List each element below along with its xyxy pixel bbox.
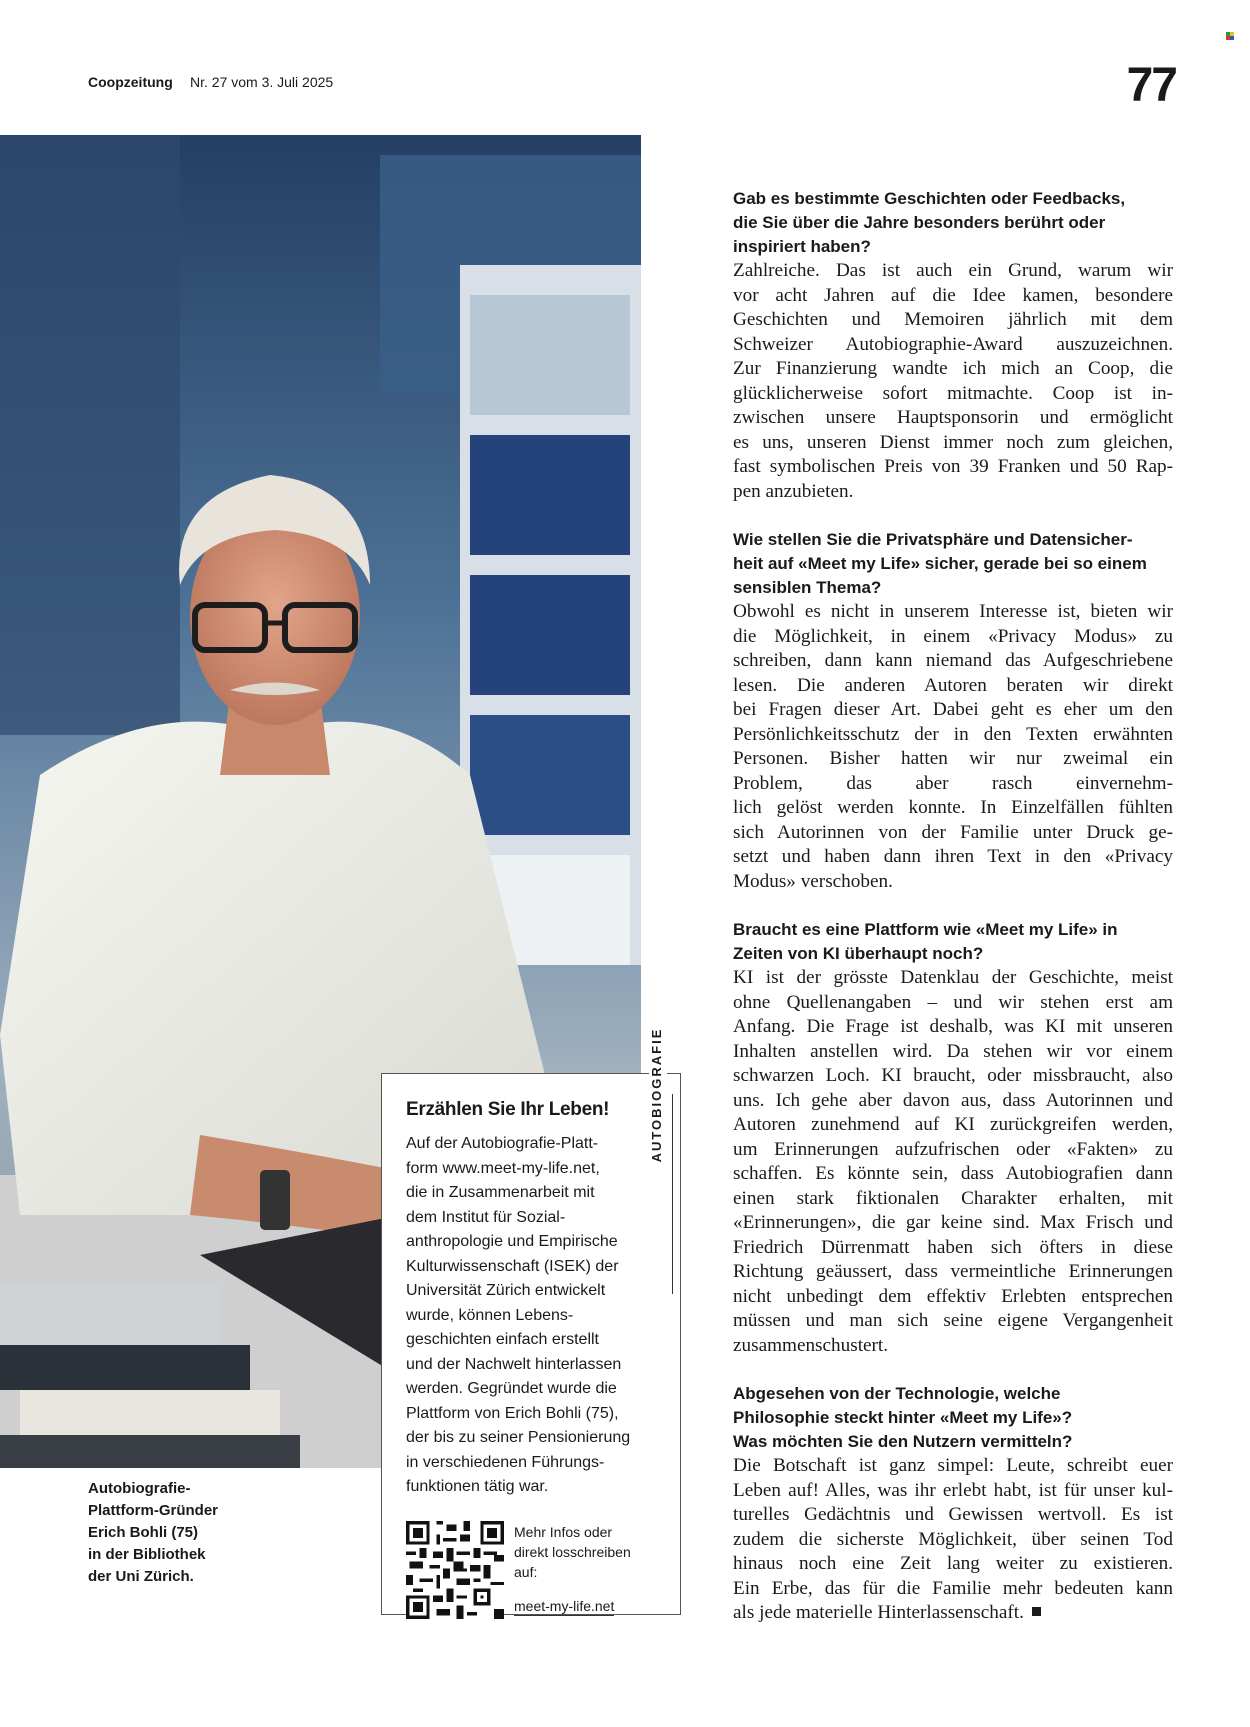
answer-line: nicht unbedingt dem effektiv Erlebten entsprechen [733,1285,1173,1307]
question-line: Wie stellen Sie die Privatsphäre und Datensicher- [733,530,1133,549]
answer-line: turelles Gedächtnis und Gewissen wertvoll. Es ist [733,1504,1173,1525]
qr-line: Mehr Infos oder [514,1524,613,1540]
answer-line: Die Botschaft ist ganz simpel: Leute, schreibt euer [733,1455,1173,1476]
qr-code-icon[interactable] [406,1521,504,1619]
answer-line-last [733,1601,1173,1626]
question-line: Was möchten Sie den Nutzern vermitteln? [733,1432,1073,1451]
question-line: Gab es bestimmte Geschichten oder Feedbacks, [733,189,1126,208]
answer-line: KI ist der grösste Datenklau der Geschichte, meist [733,967,1173,988]
info-box-title: Erzählen Sie Ihr Leben! [406,1099,610,1120]
info-line: Kulturwissenschaft (ISEK) der [406,1257,619,1275]
qr-line: auf: [514,1564,538,1580]
answer-line: Modus» verschoben. [733,870,893,892]
info-line: geschichten einfach erstellt [406,1331,599,1348]
answer-line: Zahlreiche. Das ist auch ein Grund, warum wir [733,260,1173,281]
question [733,187,1173,259]
answer-line: die Möglichkeit, in einem «Privacy Modus» zu [733,625,1173,647]
issue-info: Nr. 27 vom 3. Juli 2025 [190,74,334,90]
question [733,918,1173,966]
vertical-divider [672,1094,673,1294]
qa-section [733,1382,1173,1626]
answer-line: glücklicherweise sofort mitmachte. Coop ist in- [733,382,1173,404]
question [733,528,1173,600]
answer-line: als jede materielle Hinterlassenschaft. [733,1602,1024,1623]
answer-line: ohne Quellenangaben – und wir stehen erst am [733,991,1173,1013]
answer-line: Friedrich Dürrenmatt haben sich öfters in diese [733,1236,1173,1258]
article-column [733,187,1173,1650]
answer-line: schaffen. Es könnte sein, dass Autobiografien dann [733,1163,1173,1184]
answer-line: Ein Erbe, das für die Familie mehr bedeuten kann [733,1577,1173,1599]
answer-line: fast symbolischen Preis von 39 Franken und 50 Rap- [733,456,1173,477]
answer-line: zudem die sicherste Möglichkeit, über seinen Tod [733,1528,1173,1550]
answer-line: Schweizer Autobiographie-Award auszuzeichnen. [733,333,1173,355]
answer-line: schreiben, dann kann niemand das Aufgeschriebene [733,650,1173,671]
answer [733,259,1173,504]
caption-line: Plattform-Gründer [88,1502,219,1519]
answer-line: lesen. Die anderen Autoren beraten wir direkt [733,674,1173,696]
caption-line: Erich Bohli (75) [88,1524,199,1541]
answer-line: «Erinnerungen», die gar keine sind. Max Frisch und [733,1212,1173,1233]
question-line: Philosophie steckt hinter «Meet my Life»? [733,1408,1073,1427]
section-label-vertical: AUTOBIOGRAFIE [649,1015,667,1175]
info-line: Auf der Autobiografie-Platt- [406,1135,599,1152]
answer-line: Inhalten anstellen wird. Da stehen wir vor einem [733,1040,1173,1062]
info-line: der bis zu seiner Pensionierung [406,1429,631,1446]
answer-line: bei Fragen dieser Art. Dabei geht es eher um den [733,699,1173,720]
info-line: funktionen tätig war. [406,1478,549,1495]
caption-line: Autobiografie- [88,1480,191,1497]
answer-line: sich Autorinnen von der Familie unter Druck ge- [733,821,1173,843]
caption-line: in der Bibliothek [88,1546,206,1563]
answer-line: Richtung geäussert, dass vermeintliche Erinnerungen [733,1261,1173,1282]
website-link[interactable]: meet-my-life.net [514,1598,615,1614]
info-line: werden. Gegründet wurde die [406,1380,617,1397]
answer-line: es uns, unseren Dienst immer noch zum gleichen, [733,431,1173,453]
qa-section [733,187,1173,504]
info-line: und der Nachwelt hinterlassen [406,1355,622,1373]
answer-line: zwischen unsere Hauptsponsorin und ermöglicht [733,407,1173,428]
answer-line: Problem, das aber rasch einvernehm- [733,772,1173,794]
info-box [381,1027,681,1615]
qa-section [733,918,1173,1358]
answer [733,966,1173,1358]
info-line: form www.meet-my-life.net, [406,1159,600,1177]
answer-line: vor acht Jahren auf die Idee kamen, besondere [733,284,1173,306]
info-line: dem Institut für Sozial- [406,1208,566,1226]
answer-line: Anfang. Die Frage ist deshalb, was KI mit unseren [733,1016,1173,1037]
photo-caption [88,1478,218,1588]
qr-line: direkt losschreiben [514,1544,631,1560]
question-line: Braucht es eine Plattform wie «Meet my Life» in [733,920,1118,939]
answer-line: hinaus noch eine Zeit lang weiter zu existieren. [733,1553,1173,1574]
answer [733,600,1173,894]
answer-line: einen stark fiktionalen Charakter erhalten, mit [733,1187,1173,1209]
question-line: heit auf «Meet my Life» sicher, gerade bei so einem [733,554,1147,573]
answer-line: Geschichten und Memoiren jährlich mit dem [733,309,1173,330]
answer-line: Leben auf! Alles, was ihr erlebt habt, ist für unser kul- [733,1479,1173,1501]
answer-line: pen anzubieten. [733,480,854,502]
info-line: die in Zusammenarbeit mit [406,1184,595,1201]
qa-section [733,528,1173,894]
publication-name: Coopzeitung [88,74,173,90]
question-line: Zeiten von KI überhaupt noch? [733,944,984,963]
info-line: Plattform von Erich Bohli (75), [406,1404,619,1422]
page-number: 77 [1126,59,1176,112]
question-line: inspiriert haben? [733,237,871,256]
answer-line: müssen und man sich seine eigene Vergangenheit [733,1310,1173,1331]
answer-line: uns. Ich gehe aber davon aus, dass Autorinnen und [733,1089,1173,1111]
info-line: Universität Zürich entwickelt [406,1282,606,1299]
answer-line: Personen. Bisher hatten wir nur zweimal ein [733,748,1173,769]
question-line: Abgesehen von der Technologie, welche [733,1384,1061,1403]
answer-line: setzt und haben dann ihren Text in den «Privacy [733,846,1173,867]
info-box-text [406,1132,630,1500]
answer-line: lich gelöst werden konnte. In Einzelfällen fühlten [733,797,1173,818]
answer-line: Persönlichkeitsschutz der in den Texten erwähnten [733,723,1173,745]
end-of-article-icon [1032,1607,1041,1616]
color-registration-mark-icon [1226,32,1234,40]
caption-line: der Uni Zürich. [88,1568,194,1585]
answer-line: Obwohl es nicht in unserem Interesse ist, bieten wir [733,601,1173,622]
answer-line: um Erinnerungen aufzufrischen oder «Fakten» zu [733,1138,1173,1160]
qr-instructions [514,1522,631,1582]
info-line: anthropologie und Empirische [406,1233,618,1250]
question-line: sensiblen Thema? [733,578,882,597]
answer-line: schwarzen Loch. KI braucht, oder missbraucht, also [733,1065,1173,1086]
question [733,1382,1173,1454]
info-line: in verschiedenen Führungs- [406,1453,605,1471]
info-line: wurde, können Lebens- [406,1306,574,1324]
answer-line: Autoren zunehmend auf KI zurückgreifen werden, [733,1114,1173,1135]
question-line: die Sie über die Jahre besonders berührt oder [733,213,1106,232]
answer-line: zusammenschustert. [733,1334,889,1356]
answer [733,1454,1173,1626]
answer-line: Zur Finanzierung wandte ich mich an Coop, die [733,358,1173,379]
